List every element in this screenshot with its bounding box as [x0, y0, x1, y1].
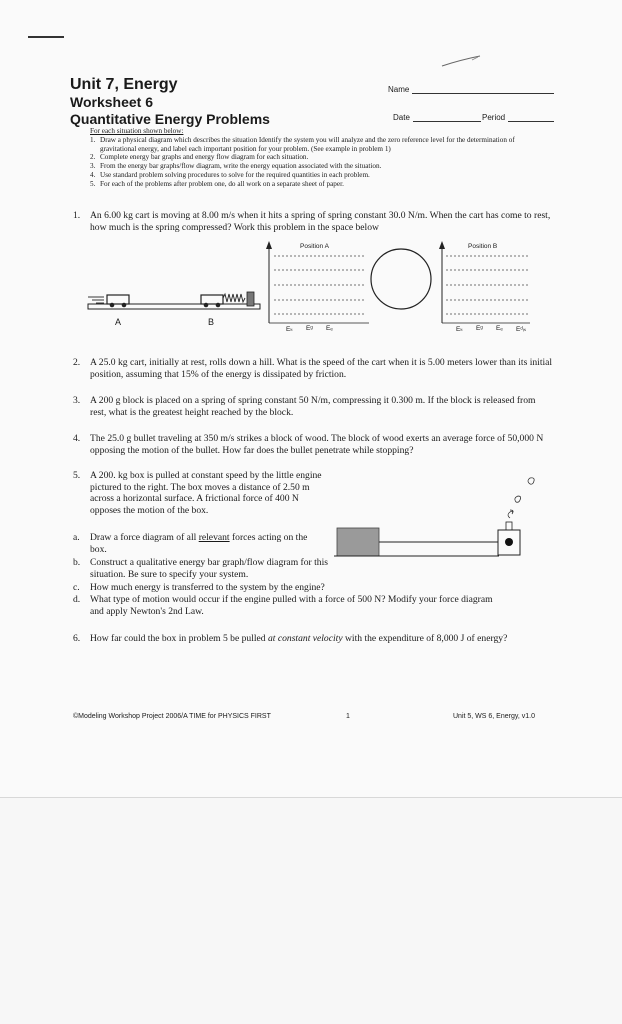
cart-b-label: B: [208, 317, 215, 327]
unit-title: Unit 7, Energy: [70, 76, 178, 93]
graph-a-arrow: [266, 241, 272, 249]
engine-stack: [506, 522, 512, 530]
problem-5-diagram: [334, 470, 554, 570]
problem-3: 3. A 200 g block is placed on a spring of spring constant 50 N/m, compressing it 0.300 m. If the block is released from rest, what is the greatest height reached by the block.: [73, 395, 536, 418]
instructions-heading: For each situation shown below:: [90, 127, 184, 135]
graph-b-label-ee: Eₑ: [496, 325, 503, 332]
position-b-label: Position B: [468, 243, 498, 250]
problem-6: 6. How far could the box in problem 5 be pulled at constant velocity with the expenditure of 8,000 J of energy?: [73, 633, 508, 644]
graph-b-dashes: [446, 256, 528, 314]
graph-b-label-ek: Eₖ: [456, 326, 464, 333]
cart-a-wheel: [110, 303, 115, 308]
footer-page-number: 1: [346, 713, 350, 720]
graph-a-dashes: [274, 256, 364, 314]
smoke-puff: [528, 478, 534, 484]
graph-b-arrow: [439, 241, 445, 249]
energy-flow-circle: [371, 249, 431, 309]
engine-wheel: [505, 538, 513, 546]
cart-b-wheel: [204, 303, 209, 308]
footer-version: Unit 5, WS 6, Energy, v1.0: [453, 713, 535, 720]
problem-5d: d. What type of motion would occur if the engine pulled with a force of 500 N? Modify your force diagram and apply Newton's 2nd Law.: [73, 594, 493, 617]
problem-4: 4. The 25.0 g bullet traveling at 350 m/s strikes a block of wood. The block of wood exerts an average force of 50,000 N opposing the motion of the bullet. How far does the bullet penetrate while stopping?: [73, 433, 544, 456]
instruction-item: 2. Complete energy bar graphs and energy flow diagram for each situation.: [90, 153, 309, 162]
graph-a-label-ee: Eₑ: [326, 325, 333, 332]
cart-b-wheel: [216, 303, 221, 308]
graph-a-label-eg: Eᵍ: [306, 325, 313, 332]
wall: [247, 292, 254, 306]
position-a-label: Position A: [300, 243, 329, 250]
graph-a-label-ek: Eₖ: [286, 326, 294, 333]
graph-b-label-edis: Eᵈᵢₛ: [516, 326, 527, 333]
page-title: Quantitative Energy Problems: [70, 111, 270, 127]
problem-5: 5. A 200. kg box is pulled at constant speed by the little engine pictured to the right. The box moves a distance of 2.50 m across a horizontal surface. A frictional force of 400 N opposes the motion of the box.: [73, 470, 322, 516]
smoke-puff: [508, 510, 513, 518]
cart-a: [107, 295, 129, 304]
box: [337, 528, 379, 556]
instruction-item: 5. For each of the problems after problem one, do all work on a separate sheet of paper.: [90, 179, 344, 188]
graph-b-label-eg: Eᵍ: [476, 325, 483, 332]
page-edge-mark: [28, 36, 64, 38]
smoke-puff: [515, 496, 521, 502]
period-label: Period: [482, 113, 506, 122]
date-field[interactable]: [413, 121, 481, 122]
spring: [223, 294, 245, 302]
blank-lower-page: [0, 798, 622, 1024]
cart-a-wheel: [122, 303, 127, 308]
problem-5c: c. How much energy is transferred to the system by the engine?: [73, 582, 325, 593]
worksheet-title: Worksheet 6: [70, 94, 153, 110]
pen-scribble: [440, 52, 490, 70]
problem-5b: b. Construct a qualitative energy bar graph/flow diagram for this situation. Be sure to specify your system.: [73, 557, 328, 580]
cart-b: [201, 295, 223, 304]
instruction-item: 1. Draw a physical diagram which describes the situation Identify the system you will analyze and the zero reference level for the determination of gravitational energy, and label each important position for your problem. (See example in problem 1): [90, 135, 515, 153]
period-field[interactable]: [508, 121, 554, 122]
footer-copyright: ©Modeling Workshop Project 2006/A TIME for PHYSICS FIRST: [73, 713, 271, 720]
problem-1-diagram: [84, 241, 554, 337]
problem-1: 1. An 6.00 kg cart is moving at 8.00 m/s when it hits a spring of spring constant 30.0 N/m. When the cart has come to rest, how much is the spring compressed? Work this problem in the space below: [73, 210, 551, 233]
problem-5a: a. Draw a force diagram of all relevant forces acting on the box.: [73, 532, 308, 555]
name-field[interactable]: [412, 93, 554, 94]
problem-2: 2. A 25.0 kg cart, initially at rest, rolls down a hill. What is the speed of the cart when it is 5.00 meters lower than its initial position, assuming that 15% of the energy is dissipated by friction.: [73, 357, 553, 380]
cart-a-label: A: [115, 317, 122, 327]
instruction-item: 4. Use standard problem solving procedures to solve for the required quantities in each problem.: [90, 170, 370, 179]
name-label: Name: [388, 85, 410, 94]
instructions: [90, 127, 550, 189]
date-label: Date: [393, 113, 410, 122]
instruction-item: 3. From the energy bar graphs/flow diagram, write the energy equation associated with the situation.: [90, 162, 382, 171]
